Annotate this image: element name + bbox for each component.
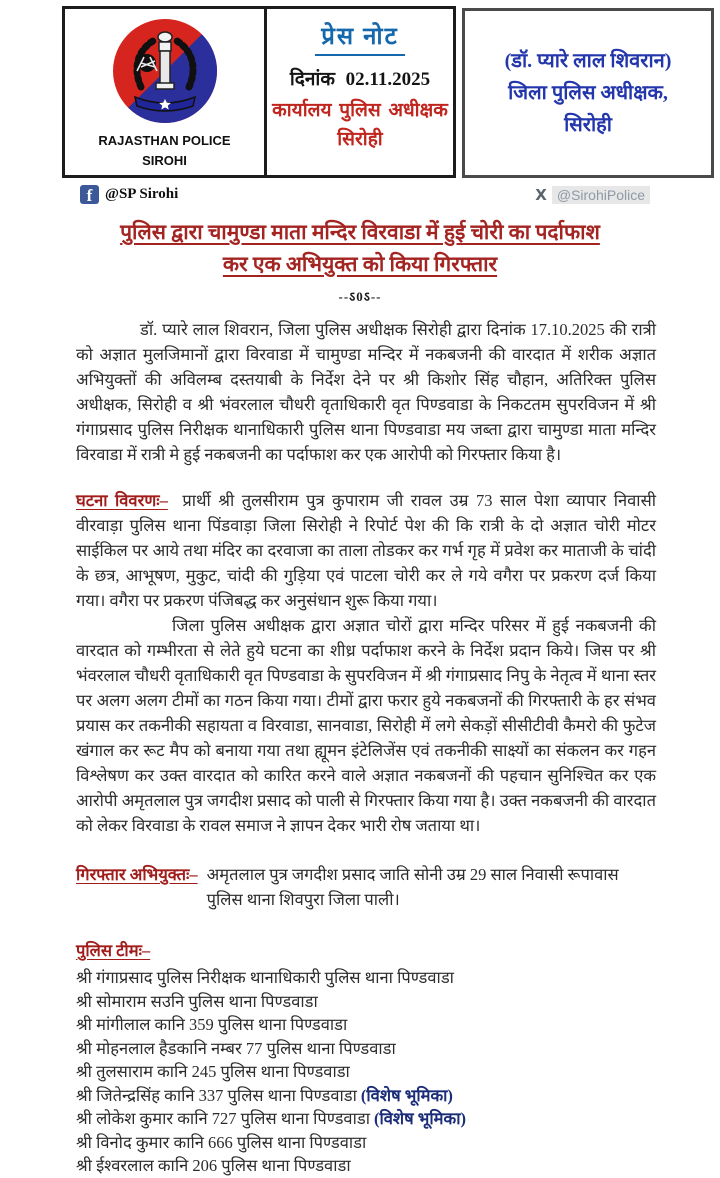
x-twitter-icon: X — [535, 185, 547, 204]
intro-paragraph: डॉ. प्यारे लाल शिवरान, जिला पुलिस अधीक्षक सिरोही द्वारा दिनांक 17.10.2025 की रात्री को अज्ञात मुलजिमानों द्वारा विरवाडा में चामुण्डा मन्दिर में नकबजनी की वारदात में शरीक अज्ञात अभियुक्तों की अविलम्ब दस्तयाबी के निर्देश देने पर श्री किशोर सिंह चौहान, अतिरिक्त पुलिस अधीक्षक, सिरोही व श्री भंवरलाल चौधरी वृताधिकारी वृत पिण्डवाडा के निकटतम सुपरविजन में श्री गंगाप्रसाद पुलिस निरीक्षक थानाधिकारी पुलिस थाना पिण्डवाडा मय जब्ता द्वारा चामुण्डा माता मन्दिर विरवाडा में रात्री मे हुई नकबजनी का पर्दाफाश कर एक आरोपी को गिरफ्तार किया है। — [76, 320, 656, 465]
officer-district: सिरोही — [564, 114, 612, 137]
arrested-heading: गिरफ्तार अभियुक्तः– — [76, 865, 198, 885]
special-role-badge: (विशेष भूमिका) — [360, 1085, 453, 1105]
police-team-member: श्री सोमाराम सउनि पुलिस थाना पिण्डवाडा — [76, 991, 318, 1011]
police-team-member: श्री मोहनलाल हैडकानि नम्बर 77 पुलिस थाना पिण्डवाडा — [76, 1038, 396, 1058]
social-handles-row — [80, 185, 650, 204]
press-note-date: दिनांक 02.11.2025 — [289, 69, 431, 90]
police-team-block — [76, 938, 656, 1178]
incident-text: प्रार्थी श्री तुलसीराम पुत्र कुपाराम जी रावल उम्र 73 साल पेशा व्यापार निवासी वीरवाड़ा पुलिस थाना पिंडवाड़ा जिला सिरोही ने रिपोर्ट पेश की कि रात्री के दो अज्ञात चोरी मोटर साईकिल पर आये तथा मंदिर का दरवाजा का ताला तोडकर कर गर्भ गृह में प्रवेश कर माताजी के चांदी के छत्र, आभूषण, मुकुट, चांदी की गुड़िया एवं पाटला चोरी कर ले गये वगैरा पर प्रकरण दर्ज किया गया। वगैरा पर प्रकरण पंजिबद्ध कर अनुसंधान शुरू किया गया। — [76, 491, 656, 611]
arrested-accused-block — [76, 862, 656, 912]
investigation-paragraph: जिला पुलिस अधीक्षक द्वारा अज्ञात चोरों द्वारा मन्दिर परिसर में हुई नकबजनी की वारदात को गम्भीरता से लेते हुये घटना का शीध्र पर्दाफाश करने के निर्देश प्रदान किये। जिस पर श्री भंवरलाल चौधरी वृताधिकारी वृत पिण्डवाडा के सुपरविजन में श्री गंगाप्रसाद निपु के नेतृत्व में थाना स्तर पर अलग अलग टीमों का गठन किया गया। टीमों द्वारा फरार हुये नकबजनों की गिरफ्तारी के हर संभव प्रयास कर तकनीकी सहायता व विरवाडा, सानवाडा, सिरोही में लगे सेकड़ों सीसीटीवी कैमरो की फुटेज खंगाल कर रूट मैप को बनाया गया तथा ह्यूमन इंटेलिजेंस एवं तकनीकी साक्ष्यों का संकलन कर गहन विश्लेषण कर उक्त वारदात को कारित करने वाले अज्ञात नकबजनों की पहचान सुनिश्चित कर एक आरोपी अमृतलाल पुत्र जगदीश प्रसाद को पाली से गिरफ्तार किया गया है। उक्त नकबजनी की वारदात को लेकर विरवाडा के रावल समाज ने ज्ञापन देकर भारी रोष जताया था। — [76, 616, 656, 836]
officer-box — [462, 8, 714, 178]
press-note-page — [0, 6, 720, 1176]
police-team-member: श्री मांगीलाल कानि 359 पुलिस थाना पिण्डवाडा — [76, 1015, 348, 1035]
headline-line2: कर एक अभियुक्त को किया गिरफ्तार — [222, 251, 498, 276]
facebook-handle-group — [80, 185, 178, 204]
office-line1: कार्यालय पुलिस अधीक्षक — [272, 100, 448, 121]
police-team-member: श्री जितेन्द्रसिंह कानि 337 पुलिस थाना पिण्डवाडा (विशेष भूमिका) — [76, 1085, 453, 1105]
press-note-office — [271, 97, 449, 154]
police-team-list — [76, 966, 656, 1178]
police-team-member: श्री विनोद कुमार कानि 666 पुलिस थाना पिण्डवाडा — [76, 1132, 367, 1152]
police-team-member: श्री लोकेश कुमार कानि 727 पुलिस थाना पिण्डवाडा (विशेष भूमिका) — [76, 1109, 466, 1129]
logo-cell — [65, 9, 267, 175]
officer-name: (डॉ. प्यारे लाल शिवरान) — [504, 50, 672, 73]
incident-heading: घटना विवरणः– — [76, 491, 168, 511]
police-team-heading: पुलिस टीमः– — [76, 941, 151, 961]
x-handle: @SirohiPolice — [552, 186, 650, 204]
police-team-member: श्री तुलसाराम कानि 245 पुलिस थाना पिण्डवाडा — [76, 1062, 350, 1082]
press-note-title: प्रेस नोट — [315, 19, 405, 56]
headline-line1: पुलिस द्वारा चामुण्डा माता मन्दिर विरवाडा में हुई चोरी का पर्दाफाश — [120, 220, 600, 245]
arrested-text: अमृतलाल पुत्र जगदीश प्रसाद जाति सोनी उम्र 29 साल निवासी रूपावास पुलिस थाना शिवपुरा जिला पाली। — [206, 865, 619, 910]
special-role-badge: (विशेष भूमिका) — [373, 1109, 466, 1129]
org-name-line1: RAJASTHAN POLICE — [98, 133, 231, 148]
facebook-icon: f — [80, 185, 99, 204]
letterhead-table — [62, 6, 456, 178]
officer-designation: जिला पुलिस अधीक्षक, — [508, 82, 668, 105]
rajasthan-police-logo-icon — [111, 17, 219, 130]
police-team-member: श्री गंगाप्रसाद पुलिस निरीक्षक थानाधिकारी पुलिस थाना पिण्डवाडा — [76, 968, 454, 988]
press-note-body — [76, 317, 656, 1178]
org-name-line2: SIROHI — [142, 152, 187, 168]
police-team-member: श्री ईश्वरलाल कानि 206 पुलिस थाना पिण्डवाडा — [76, 1156, 351, 1176]
letterhead — [62, 6, 714, 178]
facebook-handle: @SP Sirohi — [105, 186, 179, 203]
incident-paragraph — [76, 488, 656, 613]
x-handle-group — [535, 186, 650, 204]
office-line2: सिरोही — [337, 128, 383, 150]
press-note-headline — [40, 217, 680, 280]
ornamental-separator: --ऽ0ऽ-- — [338, 289, 382, 305]
press-note-cell — [267, 9, 453, 175]
